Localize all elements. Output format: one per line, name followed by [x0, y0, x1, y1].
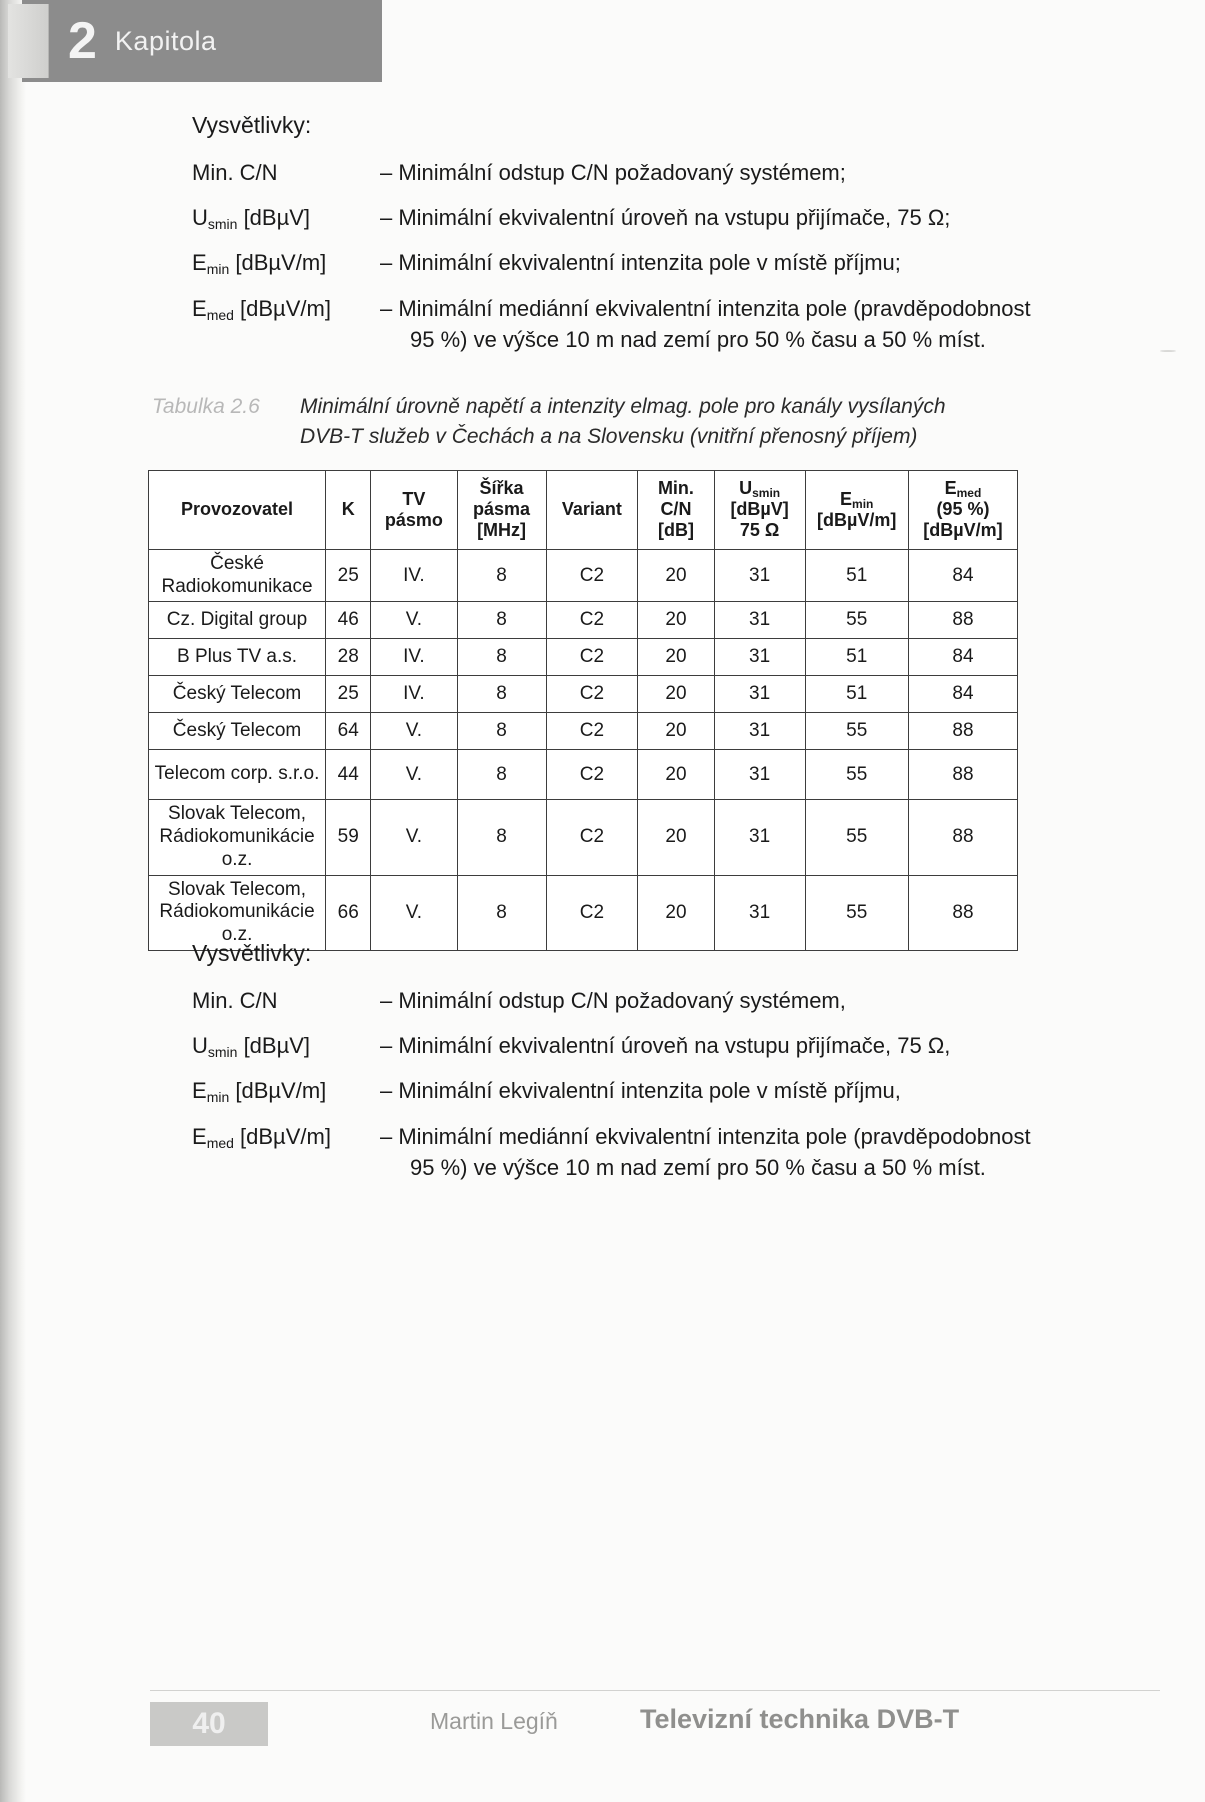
- cell-operator: Telecom corp. s.r.o.: [149, 750, 326, 800]
- legend-symbol: $E_{min}$ [dBµV/m]: [192, 1078, 327, 1106]
- cell-variant: C2: [546, 800, 638, 875]
- legend-definition: – Minimální ekvivalentní úroveň na vstupu přijímače, 75 Ω,: [380, 1033, 951, 1059]
- cell-usmin: 31: [714, 750, 805, 800]
- footer-divider: [150, 1690, 1160, 1691]
- cell-channel: 64: [326, 713, 371, 750]
- cell-emed: 88: [908, 602, 1017, 639]
- cell-variant: C2: [546, 750, 638, 800]
- cell-emed: 88: [908, 875, 1017, 950]
- col-channel: K: [326, 471, 371, 550]
- col-operator: Provozovatel: [149, 471, 326, 550]
- legend-row: [192, 157, 1152, 188]
- cell-variant: C2: [546, 676, 638, 713]
- legend-row: [192, 1121, 1172, 1183]
- cell-emin: 55: [805, 800, 908, 875]
- cell-bandwidth: 8: [457, 549, 546, 602]
- legend-row: [192, 202, 1152, 233]
- cell-operator: Slovak Telecom, Rádiokomunikácie o.z.: [149, 800, 326, 875]
- cell-tv-band: V.: [371, 800, 457, 875]
- cell-tv-band: IV.: [371, 676, 457, 713]
- data-table: [148, 470, 1018, 951]
- table-row: [149, 639, 1018, 676]
- chapter-label: Kapitola: [114, 25, 217, 56]
- col-variant: Variant: [546, 471, 638, 550]
- chapter-number: 2: [68, 12, 97, 70]
- legend-bottom: [192, 940, 1172, 1197]
- cell-tv-band: V.: [371, 750, 457, 800]
- cell-channel: 28: [326, 639, 371, 676]
- chapter-banner: [22, 0, 382, 82]
- legend-row: [192, 1075, 1172, 1106]
- legend-top: [192, 112, 1152, 369]
- col-usmin: $U_{smin}$ [dBµV] 75 Ω: [714, 471, 805, 550]
- cell-emin: 51: [805, 676, 908, 713]
- cell-min-cn: 20: [638, 639, 715, 676]
- col-emed: $E_{med}$ (95 %) [dBµV/m]: [908, 471, 1017, 550]
- cell-emed: 88: [908, 750, 1017, 800]
- cell-min-cn: 20: [638, 549, 715, 602]
- cell-emin: 51: [805, 549, 908, 602]
- cell-usmin: 31: [714, 713, 805, 750]
- legend-symbol: $E_{min}$ [dBµV/m]: [192, 250, 327, 278]
- cell-bandwidth: 8: [457, 676, 546, 713]
- cell-variant: C2: [546, 639, 638, 676]
- cell-emin: 55: [805, 750, 908, 800]
- cell-usmin: 31: [714, 639, 805, 676]
- cell-operator: Český Telecom: [149, 676, 326, 713]
- legend-symbol: $E_{med}$ [dBµV/m]: [192, 295, 331, 323]
- cell-channel: 44: [326, 750, 371, 800]
- scan-speck: [1160, 350, 1176, 352]
- cell-emed: 84: [908, 549, 1017, 602]
- legend-bottom-title: Vysvětlivky:: [192, 940, 312, 966]
- cell-bandwidth: 8: [457, 875, 546, 950]
- table-body: [149, 549, 1018, 950]
- cell-usmin: 31: [714, 676, 805, 713]
- cell-bandwidth: 8: [457, 639, 546, 676]
- table-row: [149, 800, 1018, 875]
- legend-definition-line2: 95 %) ve výšce 10 m nad zemí pro 50 % času a 50 % míst.: [410, 326, 986, 352]
- table-row: [149, 676, 1018, 713]
- cell-variant: C2: [546, 713, 638, 750]
- legend-definition-line1: – Minimální mediánní ekvivalentní intenzita pole (pravděpodobnost: [380, 295, 1031, 321]
- cell-emed: 84: [908, 639, 1017, 676]
- footer-author: Martin Legíň: [430, 1708, 558, 1734]
- page-number: 40: [150, 1702, 268, 1746]
- legend-symbol: $U_{smin}$ [dBµV]: [192, 1033, 311, 1061]
- cell-emin: 51: [805, 639, 908, 676]
- table-row: [149, 750, 1018, 800]
- legend-definition: – Minimální ekvivalentní intenzita pole v místě příjmu,: [380, 1078, 901, 1104]
- legend-top-title: Vysvětlivky:: [192, 112, 312, 138]
- legend-row: [192, 293, 1152, 355]
- cell-bandwidth: 8: [457, 602, 546, 639]
- table-row: [149, 549, 1018, 602]
- cell-operator: Český Telecom: [149, 713, 326, 750]
- cell-bandwidth: 8: [457, 800, 546, 875]
- cell-variant: C2: [546, 875, 638, 950]
- cell-min-cn: 20: [638, 676, 715, 713]
- cell-min-cn: 20: [638, 713, 715, 750]
- col-bandwidth: Šířka pásma [MHz]: [457, 471, 546, 550]
- col-min-cn: Min. C/N [dB]: [638, 471, 715, 550]
- cell-emin: 55: [805, 713, 908, 750]
- cell-usmin: 31: [714, 800, 805, 875]
- legend-symbol: $U_{smin}$ [dBµV]: [192, 205, 311, 233]
- cell-tv-band: IV.: [371, 639, 457, 676]
- cell-channel: 46: [326, 602, 371, 639]
- cell-emin: 55: [805, 602, 908, 639]
- legend-definition: [380, 293, 1152, 355]
- legend-definition: [380, 1121, 1172, 1183]
- cell-tv-band: V.: [371, 602, 457, 639]
- cell-min-cn: 20: [638, 875, 715, 950]
- table-header-row: [149, 471, 1018, 550]
- legend-symbol: $E_{med}$ [dBµV/m]: [192, 1123, 331, 1151]
- scan-edge-shadow: [0, 0, 26, 1802]
- cell-variant: C2: [546, 602, 638, 639]
- cell-min-cn: 20: [638, 750, 715, 800]
- cell-operator: B Plus TV a.s.: [149, 639, 326, 676]
- cell-usmin: 31: [714, 602, 805, 639]
- legend-row: [192, 1030, 1172, 1061]
- cell-min-cn: 20: [638, 602, 715, 639]
- col-tv-band: TV pásmo: [371, 471, 457, 550]
- table-caption-text: [300, 392, 946, 453]
- legend-definition: – Minimální odstup C/N požadovaný systémem;: [380, 160, 846, 185]
- table-caption-line1: Minimální úrovně napětí a intenzity elmag. pole pro kanály vysílaných: [300, 395, 946, 418]
- legend-symbol: Min. C/N: [192, 988, 278, 1013]
- cell-operator: Slovak Telecom, Rádiokomunikácie o.z.: [149, 875, 326, 950]
- cell-operator: České Radiokomunikace: [149, 549, 326, 602]
- cell-usmin: 31: [714, 549, 805, 602]
- cell-emin: 55: [805, 875, 908, 950]
- cell-channel: 25: [326, 549, 371, 602]
- cell-tv-band: V.: [371, 713, 457, 750]
- cell-tv-band: IV.: [371, 549, 457, 602]
- cell-usmin: 31: [714, 875, 805, 950]
- cell-channel: 66: [326, 875, 371, 950]
- legend-definition: – Minimální ekvivalentní úroveň na vstupu přijímače, 75 Ω;: [380, 205, 951, 231]
- banner-page-stack-decoration: [8, 4, 49, 78]
- col-emin: $E_{min}$ [dBµV/m]: [805, 471, 908, 550]
- cell-operator: Cz. Digital group: [149, 602, 326, 639]
- cell-bandwidth: 8: [457, 713, 546, 750]
- cell-tv-band: V.: [371, 875, 457, 950]
- legend-definition-line2: 95 %) ve výšce 10 m nad zemí pro 50 % času a 50 % míst.: [410, 1154, 986, 1180]
- cell-emed: 84: [908, 676, 1017, 713]
- legend-definition: – Minimální ekvivalentní intenzita pole v místě příjmu;: [380, 250, 901, 276]
- table-row: [149, 602, 1018, 639]
- table-caption: [152, 392, 1152, 453]
- footer-book-title: Televizní technika DVB-T: [640, 1704, 960, 1734]
- legend-definition-line1: – Minimální mediánní ekvivalentní intenzita pole (pravděpodobnost: [380, 1123, 1031, 1149]
- cell-min-cn: 20: [638, 800, 715, 875]
- legend-row: [192, 247, 1152, 278]
- cell-channel: 59: [326, 800, 371, 875]
- cell-channel: 25: [326, 676, 371, 713]
- table-caption-number: Tabulka 2.6: [152, 395, 260, 418]
- legend-symbol: Min. C/N: [192, 160, 278, 185]
- cell-variant: C2: [546, 549, 638, 602]
- table-caption-line2: DVB-T služeb v Čechách a na Slovensku (vnitřní přenosný příjem): [300, 425, 918, 449]
- cell-emed: 88: [908, 800, 1017, 875]
- cell-emed: 88: [908, 713, 1017, 750]
- legend-definition: – Minimální odstup C/N požadovaný systémem,: [380, 988, 846, 1013]
- table-row: [149, 713, 1018, 750]
- cell-bandwidth: 8: [457, 750, 546, 800]
- legend-row: [192, 985, 1172, 1016]
